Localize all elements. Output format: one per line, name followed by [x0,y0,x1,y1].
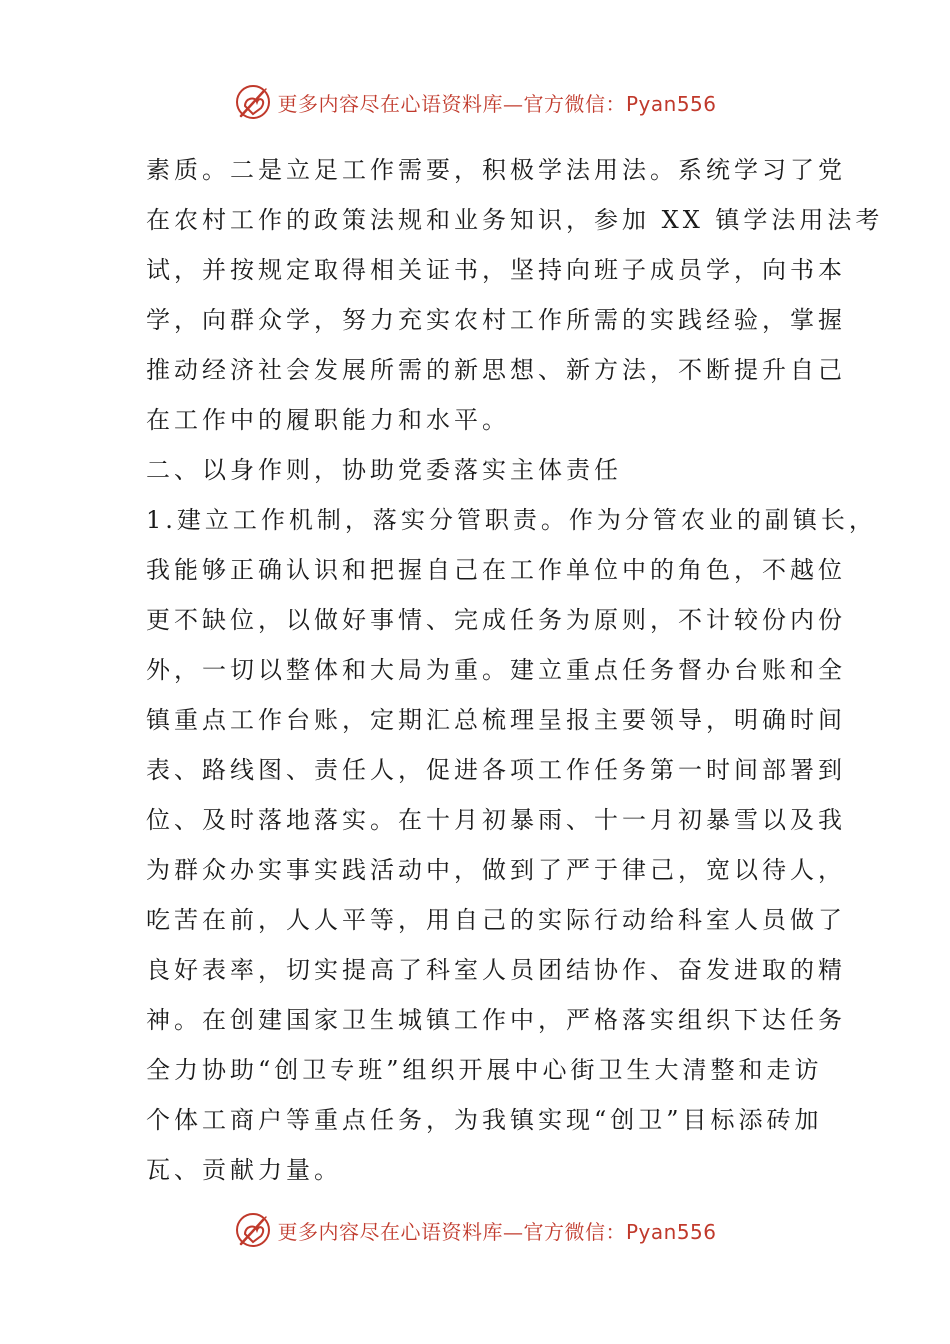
body-line: 我能够正确认识和把握自己在工作单位中的角色，不越位 [146,556,846,584]
watermark-dash: — [502,91,524,116]
body-line: 推动经济社会发展所需的新思想、新方法，不断提升自己 [146,356,846,384]
watermark-contact-id: Pyan556 [625,1219,717,1244]
body-line: 更不缺位，以做好事情、完成任务为原则，不计较份内份 [146,606,846,634]
body-line: 表、路线图、责任人，促进各项工作任务第一时间部署到 [146,756,846,784]
body-line: 学，向群众学，努力充实农村工作所需的实践经验，掌握 [146,306,846,334]
section-heading: 二、以身作则，协助党委落实主体责任 [146,456,622,484]
body-line: 素质。二是立足工作需要，积极学法用法。系统学习了党 [146,156,846,184]
pen-heart-logo-icon [233,82,273,122]
pen-heart-logo-icon [233,1210,273,1250]
watermark-text [277,88,716,117]
body-line: 在工作中的履职能力和水平。 [146,406,510,434]
watermark-brand: 更多内容尽在心语资料库 [277,1219,503,1244]
document-body [146,145,884,1195]
footer-watermark [0,1208,950,1252]
watermark-text [277,1216,716,1245]
body-line: 神。在创建国家卫生城镇工作中，严格落实组织下达任务 [146,1006,846,1034]
body-line: 为群众办实事实践活动中，做到了严于律己，宽以待人， [146,856,846,884]
watermark-contact-label: 官方微信： [523,91,626,116]
header-watermark [0,80,950,124]
watermark-dash: — [502,1219,524,1244]
body-line: 试，并按规定取得相关证书，坚持向班子成员学，向书本 [146,256,846,284]
body-line: 全力协助“创卫专班”组织开展中心街卫生大清整和走访 [146,1056,823,1084]
body-line: 在农村工作的政策法规和业务知识，参加 XX 镇学法用法考 [146,206,884,234]
body-line: 良好表率，切实提高了科室人员团结协作、奋发进取的精 [146,956,846,984]
body-line: 外，一切以整体和大局为重。建立重点任务督办台账和全 [146,656,846,684]
watermark-contact-label: 官方微信： [523,1219,626,1244]
body-line: 吃苦在前，人人平等，用自己的实际行动给科室人员做了 [146,906,846,934]
body-line: 镇重点工作台账，定期汇总梳理呈报主要领导，明确时间 [146,706,846,734]
watermark-contact-id: Pyan556 [625,91,717,116]
body-line: 位、及时落地落实。在十月初暴雨、十一月初暴雪以及我 [146,806,846,834]
watermark-brand: 更多内容尽在心语资料库 [277,91,503,116]
subsection-heading-line: 1.建立工作机制，落实分管职责。作为分管农业的副镇长， [146,506,877,534]
body-line: 个体工商户等重点任务，为我镇实现“创卫”目标添砖加 [146,1106,823,1134]
body-line: 瓦、贡献力量。 [146,1156,342,1184]
